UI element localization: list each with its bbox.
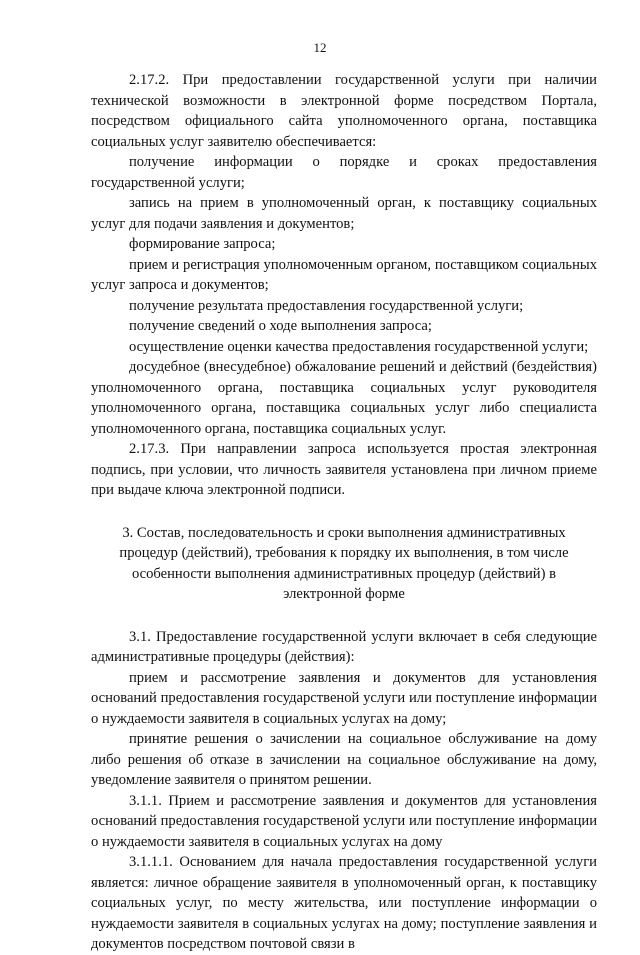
section-heading-line: электронной форме [283,586,405,602]
section-heading-line: особенности выполнения административных процедур (действий) в [131,565,557,582]
paragraph: 3.1.1. Прием и рассмотрение заявления и документов для установления оснований предоставления государственой услуги или поступление информации о нуждаемости заявителя в социальных услугах на дому [91,792,597,850]
paragraph: формирование запроса; [129,236,276,252]
paragraph: принятие решения о зачислении на социальное обслуживание на дому либо решения об отказе в зачислении на социальное обслуживание на дому, уведомление заявителя о принятом решении. [91,731,597,788]
document-body [91,70,597,955]
paragraph: получение информации о порядке и сроках предоставления государственной услуги; [91,154,597,191]
paragraph: получение результата предоставления государственной услуги; [129,297,524,314]
paragraph: запись на прием в уполномоченный орган, к поставщику социальных услуг для подачи заявления и документов; [91,195,597,232]
paragraph: прием и рассмотрение заявления и документов для установления оснований предоставления государственой услуги или поступление информации о нуждаемости заявителя в социальных услугах на дому; [91,669,597,727]
section-heading-line: процедур (действий), требования к порядку их выполнения, в том числе [119,545,569,561]
section-heading [91,523,597,605]
paragraph: 3.1. Предоставление государственной услуги включает в себя следующие административные процедуры (действия): [91,628,597,665]
paragraph: 2.17.2. При предоставлении государственной услуги при наличии технической возможности в электронной форме посредством Портала, посредством официального сайта уполномоченного органа, поставщика социальных услуг заявителю обеспечивается: [91,72,597,150]
section-heading-line: 3. Состав, последовательность и сроки выполнения административных [122,524,566,541]
paragraph: осуществление оценки качества предоставления государственной услуги; [129,338,589,355]
paragraph: 2.17.3. При направлении запроса используется простая электронная подпись, при условии, что личность заявителя установлена при личном приеме при выдаче ключа электронной подписи. [91,441,597,498]
paragraph: 3.1.1.1. Основанием для начала предоставления государственной услуги является: личное обращение заявителя в уполномоченный орган, к поставщику социальных услуг, по месту жительства, или поступление информации о нуждаемости заявителя в социальных услугах на дому; поступление заявления и документов посредством почтовой связи в [91,854,597,952]
paragraph: получение сведений о ходе выполнения запроса; [129,318,432,334]
page-number: 12 [313,40,327,55]
paragraph: прием и регистрация уполномоченным органом, поставщиком социальных услуг запроса и документов; [91,256,597,293]
paragraph: досудебное (внесудебное) обжалование решений и действий (бездействия) уполномоченного органа, поставщика социальных услуг руководителя уполномоченного органа, поставщика социальных услуг либо специалиста уполномоченного органа, поставщика социальных услуг. [91,359,597,437]
